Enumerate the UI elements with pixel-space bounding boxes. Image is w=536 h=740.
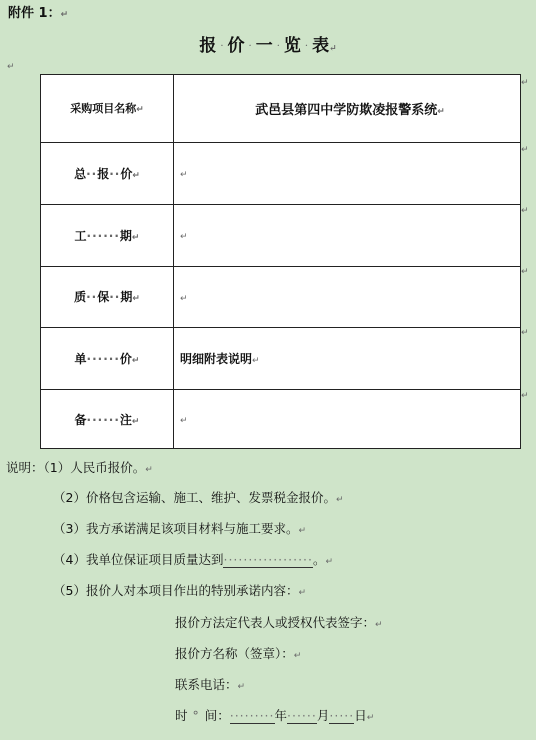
quote-table <box>40 74 521 449</box>
table-row <box>41 390 521 449</box>
title-char: 表 <box>312 36 330 56</box>
date-line: 时 ° 间：·········年······月·····日↵ <box>175 708 375 723</box>
total-price-value[interactable]: ↵ <box>174 142 521 204</box>
signature-line: 报价方法定代表人或授权代表签字：↵ <box>175 615 383 630</box>
day-blank[interactable]: ····· <box>329 708 355 723</box>
note-line-3: （3）我方承诺满足该项目材料与施工要求。↵ <box>53 521 307 536</box>
document-title: 报 · 价 · 一 · 览 · 表↵ <box>199 36 337 56</box>
table-row <box>41 142 521 204</box>
quality-blank[interactable]: ·················· <box>223 552 313 567</box>
warranty-value[interactable]: ↵ <box>174 266 521 328</box>
duration-label: 工······期↵ <box>41 204 174 266</box>
warranty-label: 质··保··期↵ <box>41 266 174 328</box>
title-char: 价 <box>227 36 245 56</box>
unit-price-value[interactable]: 明细附表说明↵ <box>174 328 521 390</box>
attachment-label: 附件 1：↵ <box>8 6 69 21</box>
row-end-mark: ↵ <box>521 391 529 401</box>
total-price-label: 总··报··价↵ <box>41 142 174 204</box>
note-line-2: （2）价格包含运输、施工、维护、发票税金报价。↵ <box>53 490 344 505</box>
phone-line: 联系电话：↵ <box>175 677 246 692</box>
title-char: 报 <box>199 36 217 56</box>
duration-value[interactable]: ↵ <box>174 204 521 266</box>
note-line-5: （5）报价人对本项目作出的特别承诺内容：↵ <box>53 583 307 598</box>
table-row <box>41 266 521 328</box>
year-blank[interactable]: ········· <box>229 708 275 723</box>
remarks-value[interactable]: ↵ <box>174 390 521 449</box>
row-end-mark: ↵ <box>521 267 529 277</box>
row-end-mark: ↵ <box>521 206 529 216</box>
table-row <box>41 328 521 390</box>
table-row <box>41 75 521 143</box>
row-end-mark: ↵ <box>521 328 529 338</box>
note-line-1: 说明：（1）人民币报价。↵ <box>6 460 153 475</box>
month-blank[interactable]: ······ <box>287 708 317 723</box>
unit-price-label: 单······价↵ <box>41 328 174 390</box>
paragraph-mark: ↵ <box>7 62 15 72</box>
table-row <box>41 204 521 266</box>
row-end-mark: ↵ <box>521 145 529 155</box>
title-char: 览 <box>283 36 301 56</box>
note-line-4: （4）我单位保证项目质量达到··················。↵ <box>53 552 334 567</box>
company-name-line: 报价方名称（签章）：↵ <box>175 646 302 661</box>
project-name-value[interactable]: 武邑县第四中学防欺凌报警系统↵ <box>174 75 521 143</box>
project-name-label: 采购项目名称↵ <box>41 75 174 143</box>
remarks-label: 备······注↵ <box>41 390 174 449</box>
title-char: 一 <box>255 36 273 56</box>
row-end-mark: ↵ <box>521 78 529 88</box>
